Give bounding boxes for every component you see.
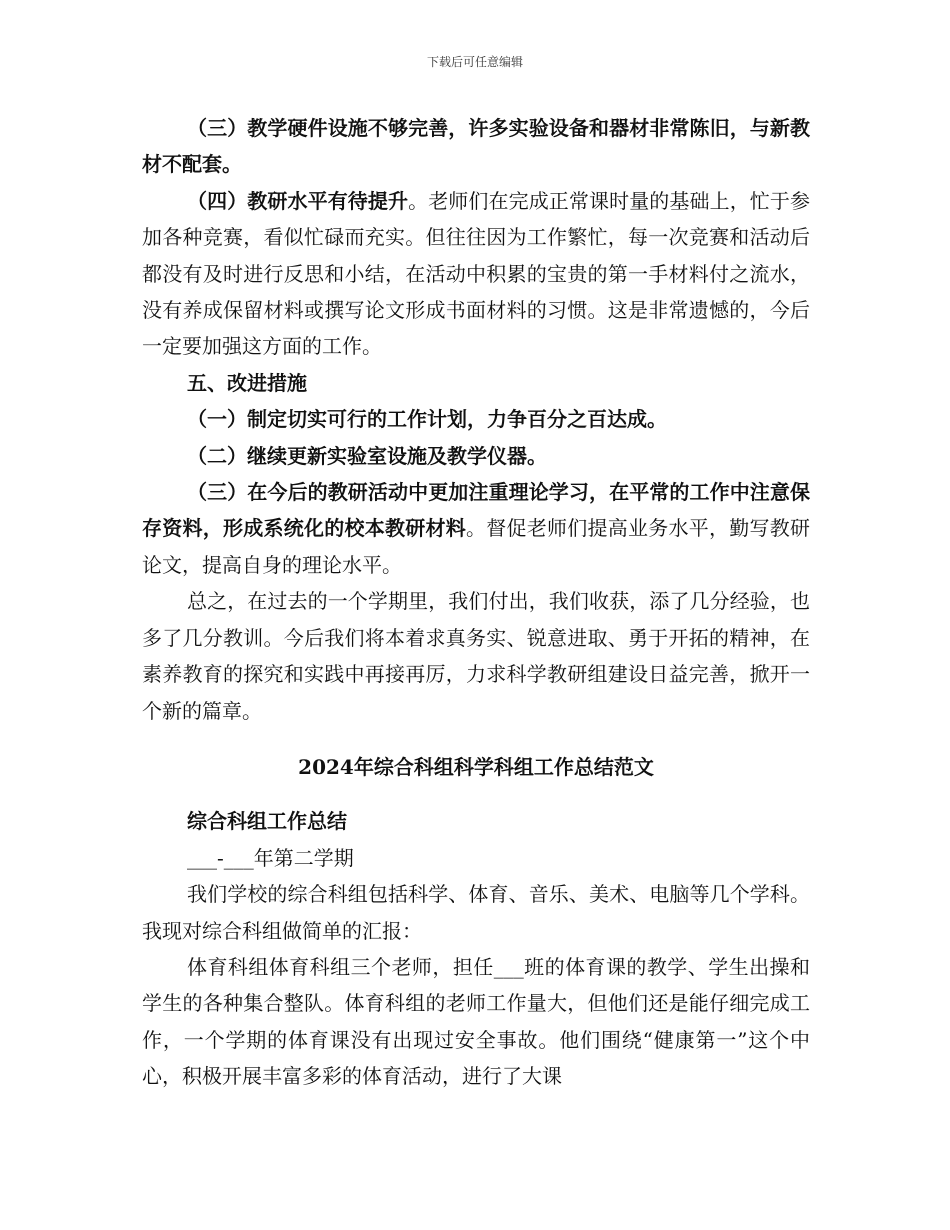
- measure-two: （二）继续更新实验室设施及教学仪器。: [187, 443, 547, 468]
- document-body: [142, 110, 810, 1095]
- document-title: 2024年综合科组科学科组工作总结范文: [298, 754, 654, 779]
- paragraph-pe: 体育科组体育科组三个老师，担任___班的体育课的教学、学生出操和学生的各种集合整队。体育科组的老师工作量大，但他们还是能仔细完成工作，一个学期的体育课没有出现过安全事故。他们围绕“健康第一”这个中心，积极开展丰富多彩的体育活动，进行了大课: [142, 954, 810, 1089]
- sub-heading: 综合科组工作总结: [187, 809, 347, 834]
- paragraph-research-level: [142, 183, 810, 365]
- paragraph-research-level-heading: （四）教研水平有待提升: [187, 188, 409, 213]
- measure-three: [142, 474, 810, 583]
- page-header: 下载后可任意编辑: [426, 55, 523, 69]
- paragraph-hardware: （三）教学硬件设施不够完善，许多实验设备和器材非常陈旧，与新教材不配套。: [142, 116, 810, 177]
- paragraph-summary: 总之，在过去的一个学期里，我们付出，我们收获，添了几分经验，也多了几分教训。今后我们将本着求真务实、锐意进取、勇于开拓的精神，在素养教育的探究和实践中再接再厉，力求科学教研组建设日益完善，掀开一个新的篇章。: [142, 589, 810, 723]
- section-heading-improvement: 五、改进措施: [187, 370, 307, 395]
- measure-three-heading: （三）在今后的教研活动中更加注重理论学习，在平常的工作中注意保存资料，形成系统化的校本教研材料: [142, 480, 810, 541]
- paragraph-intro: 我们学校的综合科组包括科学、体育、音乐、美术、电脑等几个学科。我现对综合科组做简单的汇报：: [142, 882, 810, 943]
- semester-line: ___-___年第二学期: [187, 845, 354, 870]
- measure-one: （一）制定切实可行的工作计划，力争百分之百达成。: [187, 407, 667, 432]
- measure-three-text: 。督促老师们提高业务水平，勤写教研论文，提高自身的理论水平。: [142, 516, 810, 577]
- paragraph-research-level-text: 。老师们在完成正常课时量的基础上，忙于参加各种竞赛，看似忙碌而充实。但往往因为工作繁忙，每一次竞赛和活动后都没有及时进行反思和小结，在活动中积累的宝贵的第一手材料付之流水，没有养成保留材料或撰写论文形成书面材料的习惯。这是非常遗憾的，今后一定要加强这方面的工作。: [142, 188, 811, 359]
